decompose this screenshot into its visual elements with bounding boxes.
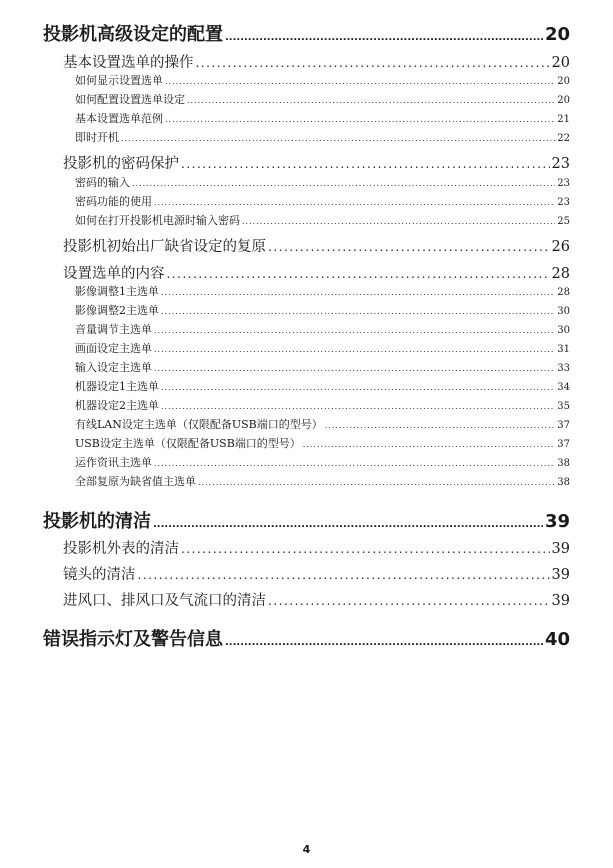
- toc-entry-title: 密码的输入: [75, 176, 130, 189]
- toc-entry[interactable]: [63, 589, 570, 610]
- toc-entry[interactable]: [75, 193, 570, 209]
- toc-entry-page: 23: [557, 178, 570, 189]
- toc-entry-page: 40: [544, 629, 570, 650]
- toc-entry-page: 30: [557, 306, 570, 317]
- toc-entry-page: 37: [557, 439, 570, 450]
- toc-entry[interactable]: [63, 51, 570, 72]
- toc-entry-title: 基本设置选单的操作: [63, 55, 194, 71]
- toc-entry[interactable]: [63, 152, 570, 173]
- toc-entry[interactable]: [75, 91, 570, 107]
- toc-entry-title: 全部复原为缺省值主选单: [75, 475, 196, 488]
- leader-dots: [225, 637, 543, 648]
- leader-dots: [154, 345, 555, 354]
- toc-entry-page: 38: [557, 458, 570, 469]
- toc-entry[interactable]: [75, 378, 570, 394]
- leader-dots: [154, 459, 555, 468]
- toc-entry-title: 即时开机: [75, 131, 119, 144]
- toc-entry-page: 25: [557, 216, 570, 227]
- leader-dots: [153, 519, 543, 530]
- toc-entry[interactable]: [75, 72, 570, 88]
- toc-entry-title: 密码功能的使用: [75, 195, 152, 208]
- toc-entry-page: 20: [544, 24, 570, 45]
- toc-entry[interactable]: [75, 435, 570, 451]
- page-number: 4: [302, 843, 311, 856]
- toc-entry-page: 31: [557, 344, 570, 355]
- toc-entry[interactable]: [43, 507, 570, 533]
- toc-entry-page: 20: [557, 76, 570, 87]
- toc-entry-title: 影像调整1主选单: [75, 285, 159, 298]
- toc-entry[interactable]: [43, 20, 570, 46]
- toc-entry-title: 运作资讯主选单: [75, 456, 152, 469]
- toc-entry-page: 23: [551, 156, 570, 172]
- leader-dots: [161, 288, 555, 297]
- toc-entry-page: 39: [551, 593, 570, 609]
- leader-dots: [242, 217, 555, 226]
- leader-dots: [167, 267, 550, 281]
- leader-dots: [132, 179, 555, 188]
- toc-entry-page: 23: [557, 197, 570, 208]
- toc-entry-page: 38: [557, 477, 570, 488]
- toc-entry-page: 20: [557, 95, 570, 106]
- leader-dots: [268, 240, 550, 254]
- toc-entry[interactable]: [75, 473, 570, 489]
- toc-entry[interactable]: [63, 262, 570, 283]
- leader-dots: [303, 440, 555, 449]
- toc-entry-page: 28: [551, 266, 570, 282]
- toc-entry-title: 设置选单的内容: [63, 266, 165, 282]
- toc-entry[interactable]: [75, 283, 570, 299]
- leader-dots: [154, 364, 555, 373]
- leader-dots: [196, 56, 550, 70]
- toc-entry-page: 34: [557, 382, 570, 393]
- toc-entry-title: 镜头的清洁: [63, 567, 136, 583]
- toc-entry[interactable]: [75, 110, 570, 126]
- toc-entry-page: 26: [551, 239, 570, 255]
- toc-entry-title: 进风口、排风口及气流口的清洁: [63, 593, 266, 609]
- toc-entry-page: 30: [557, 325, 570, 336]
- toc-entry-title: 投影机的清洁: [43, 511, 151, 532]
- toc-entry-title: 影像调整2主选单: [75, 304, 159, 317]
- leader-dots: [325, 421, 556, 430]
- toc-entry-title: 投影机外表的清洁: [63, 541, 179, 557]
- leader-dots: [121, 134, 555, 143]
- toc-entry[interactable]: [75, 212, 570, 228]
- toc-entry-title: 有线LAN设定主选单（仅限配备USB端口的型号）: [75, 418, 323, 431]
- leader-dots: [198, 478, 555, 487]
- toc-entry[interactable]: [63, 563, 570, 584]
- toc-entry-title: 投影机的密码保护: [63, 156, 179, 172]
- toc-entry-title: 输入设定主选单: [75, 361, 152, 374]
- toc-entry[interactable]: [63, 235, 570, 256]
- leader-dots: [154, 326, 555, 335]
- toc-entry-title: 如何在打开投影机电源时输入密码: [75, 214, 240, 227]
- toc-entry-title: USB设定主选单（仅限配备USB端口的型号）: [75, 437, 301, 450]
- leader-dots: [161, 402, 555, 411]
- toc-entry-page: 37: [557, 420, 570, 431]
- toc-entry-title: 基本设置选单范例: [75, 112, 163, 125]
- leader-dots: [165, 115, 555, 124]
- toc-entry-title: 如何配置设置选单设定: [75, 93, 185, 106]
- toc-entry-page: 39: [544, 511, 570, 532]
- toc-entry-title: 机器设定1主选单: [75, 380, 159, 393]
- toc-entry-title: 错误指示灯及警告信息: [43, 629, 223, 650]
- leader-dots: [165, 77, 555, 86]
- toc-entry-page: 20: [551, 55, 570, 71]
- leader-dots: [154, 198, 555, 207]
- toc-entry[interactable]: [75, 302, 570, 318]
- toc-entry-page: 39: [551, 541, 570, 557]
- toc-entry-title: 投影机高级设定的配置: [43, 24, 223, 45]
- toc-entry[interactable]: [75, 397, 570, 413]
- leader-dots: [138, 568, 550, 582]
- leader-dots: [181, 157, 550, 171]
- leader-dots: [187, 96, 555, 105]
- leader-dots: [161, 307, 555, 316]
- toc-entry[interactable]: [75, 454, 570, 470]
- toc-entry-title: 投影机初始出厂缺省设定的复原: [63, 239, 266, 255]
- toc-entry-page: 35: [557, 401, 570, 412]
- toc-entry-page: 22: [557, 133, 570, 144]
- toc-entry[interactable]: [75, 321, 570, 337]
- leader-dots: [225, 32, 543, 43]
- toc-entry[interactable]: [63, 537, 570, 558]
- toc-entry[interactable]: [75, 129, 570, 145]
- toc-entry[interactable]: [75, 174, 570, 190]
- toc-entry-page: 28: [557, 287, 570, 298]
- toc-entry-page: 33: [557, 363, 570, 374]
- toc-entry-page: 39: [551, 567, 570, 583]
- toc-entry-page: 21: [557, 114, 570, 125]
- leader-dots: [268, 594, 550, 608]
- toc-entry-title: 机器设定2主选单: [75, 399, 159, 412]
- toc-entry[interactable]: [75, 416, 570, 432]
- leader-dots: [181, 542, 550, 556]
- toc-entry[interactable]: [75, 340, 570, 356]
- toc-entry-title: 音量调节主选单: [75, 323, 152, 336]
- leader-dots: [161, 383, 555, 392]
- toc-entry[interactable]: [75, 359, 570, 375]
- toc-entry-title: 画面设定主选单: [75, 342, 152, 355]
- toc-entry-title: 如何显示设置选单: [75, 74, 163, 87]
- toc-entry[interactable]: [43, 625, 570, 651]
